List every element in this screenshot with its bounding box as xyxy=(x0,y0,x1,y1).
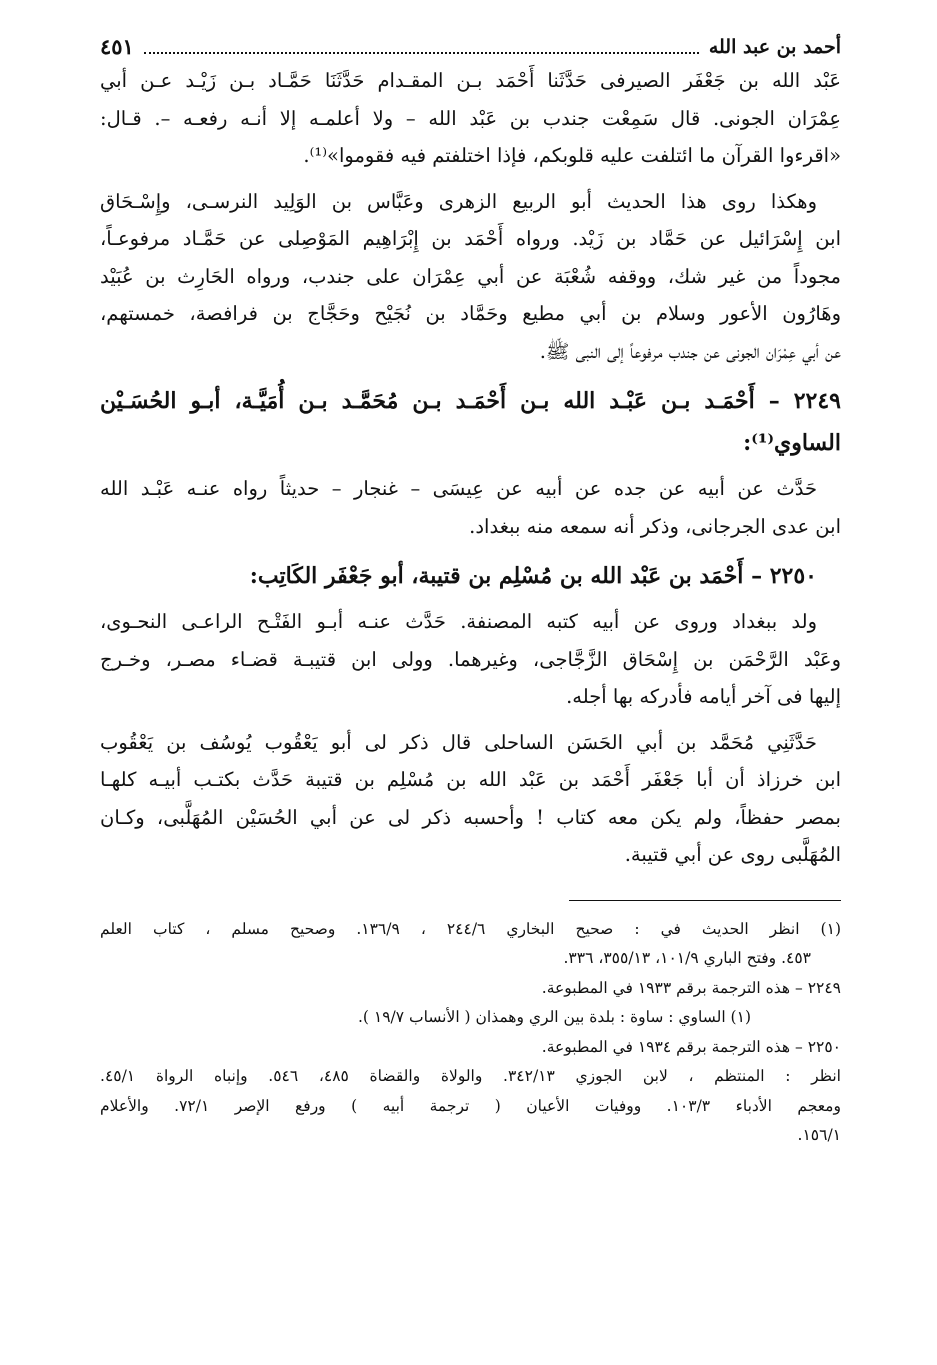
text-line: حَدَّثَنِي مُحَمَّد بن أبي الحَسَن الساحلى قال ذكر لى أبو يَعْقُوب يُوسُف بن يَعْقُوب xyxy=(100,730,817,754)
text-line: وهَارُون الأعور وسلام بن أبي مطيع وحَمَّاد بن نُجَيْح وحَجَّاج بن فرافصة، خمستهم، xyxy=(100,302,841,325)
footnote-line: (١) الساوي : ساوة : بلدة بين الري وهمذان ( الأنساب ١٩/٧ ). xyxy=(357,1008,751,1026)
text-line: إليها فى آخر أيامه فأدركه بها أجله. xyxy=(566,685,841,708)
text-line: وعَبْد الرَّحْمَن بن إِسْحَاق الزَّجَّاجى، وغيرهما. وولى ابن قتيبـة قضـاء مصـر، وخـرج xyxy=(100,647,841,671)
entry-heading-2249 xyxy=(100,380,841,464)
footnote-line: ١٥٦/١. xyxy=(797,1126,841,1144)
page-number: ٤٥١ xyxy=(100,34,134,59)
text-line: المُهَلَّبى روى عن أبي قتيبة. xyxy=(624,843,841,866)
text-line: عَبْد الله بن جَعْفَر الصيرفى حَدَّثَنا أَحْمَد بـن المقـدام حَدَّثَنَا حَمَّـاد بـن زَيْـد عـن أبي xyxy=(100,69,841,92)
footnote-separator xyxy=(569,900,841,901)
footnote-line: ٢٢٤٩ – هذه الترجمة برقم ١٩٣٣ في المطبوعة. xyxy=(541,978,841,997)
header-dotted-leader xyxy=(144,52,699,54)
entry-body-2250-part1 xyxy=(100,603,841,716)
paragraph-narrations xyxy=(100,183,841,371)
entry-body-2250-part2 xyxy=(100,724,841,874)
text-line: بمصر حفظاً، ولم يكن معه كتاب ! وأحسبه ذكر لى عن أبي الحُسَيْن المُهَلَّبى، وكـان xyxy=(100,805,841,829)
footnote-line: ٢٢٥٠ – هذه الترجمة برقم ١٩٣٤ في المطبوعة. xyxy=(541,1037,841,1056)
text-line: مجوداً من غير شك، ووقفه شُعْبَة عن أبي عِمْرَان على جندب، ورواه الحَارِث بن عُبَيْد xyxy=(100,264,841,288)
entry-body-2249 xyxy=(100,470,841,545)
heading-line: ٢٢٤٩ – أَحْمَـد بـن عَبْـد الله بـن أَحْمَـد بـن مُحَمَّـد بـن أُمَيَّـة، أبـو الحُسَـيْن xyxy=(100,388,841,414)
paragraph-hadith-chain xyxy=(100,62,841,175)
text-line: ابن عدى الجرجانى، وذكر أنه سمعه منه ببغداد. xyxy=(469,514,841,538)
footnote-line: ٤٥٣. وفتح الباري ١٠١/٩، ٣٥٥/١٣، ٣٣٦. xyxy=(563,949,811,967)
text-line: ولد ببغداد وروى عن أبيه كتبه المصنفة. حَدَّث عنـه أبـو الفَتْـح الراعـى النحـوى، xyxy=(100,610,817,633)
running-title: أحمد بن عبد الله xyxy=(708,36,841,58)
text-line: ابن إِسْرَائيل عن حَمَّاد بن زَيْد. ورواه أَحْمَد بن إِبْرَاهِيم المَوْصِلى عن حَمَّـاد مرفوعـاً، xyxy=(100,227,841,250)
heading-line: الساوي⁽¹⁾: xyxy=(743,430,841,456)
footnotes xyxy=(100,915,841,1151)
page-header xyxy=(100,28,841,62)
text-line: حَدَّث عن أبيه عن جده عن أبيه عن عِيسَى – غنجار – حديثاً رواه عنـه عَبْـد الله xyxy=(100,477,817,500)
entry-heading-2250 xyxy=(100,555,841,597)
text-line: عِمْرَان الجونى. قال سَمِعْت جندب بن عَبْد الله – ولا أعلمـه إلا أنـه رفعـه –. قـال: xyxy=(100,106,841,130)
footnote-line: انظر : المنتظم ، لابن الجوزي ٣٤٢/١٣. والولاة والقضاة ٤٨٥، ٥٤٦. وإنباه الرواة ٤٥/١. xyxy=(100,1067,841,1085)
text-line: عن أبي عِمْرَان الجونى عن جندب مرفوعاً إلى النبى ﷺ. xyxy=(539,339,841,363)
footnote-line: (١) انظر الحديث في : صحيح البخاري ٢٤٤/٦ ، ١٣٦/٩. وصحيح مسلم ، كتاب العلم xyxy=(100,919,841,938)
text-line: «اقرءوا القرآن ما ائتلفت عليه قلوبكم، فإذا اختلفتم فيه فقوموا»⁽¹⁾. xyxy=(303,144,841,167)
heading-line: ٢٢٥٠ – أَحْمَد بن عَبْد الله بن مُسْلِم بن قتيبة، أبو جَعْفَر الكَاتِب: xyxy=(249,563,817,589)
text-line: ابن خرزاذ أن أبا جَعْفَر أَحْمَد بن عَبْد الله بن مُسْلِم بن قتيبة حَدَّث بكتـب أبيـه كلهـا xyxy=(100,768,841,791)
footnote-line: ومعجم الأدباء ١٠٣/٣. ووفيات الأعيان ( ترجمة أبيه ) ورفع الإصر ٧٢/١. والأعلام xyxy=(100,1096,841,1115)
text-line: وهكذا روى هذا الحديث أبو الربيع الزهرى وعَبَّاس بن الوَلِيد النرسـى، وإِسْـحَاق xyxy=(100,189,817,213)
